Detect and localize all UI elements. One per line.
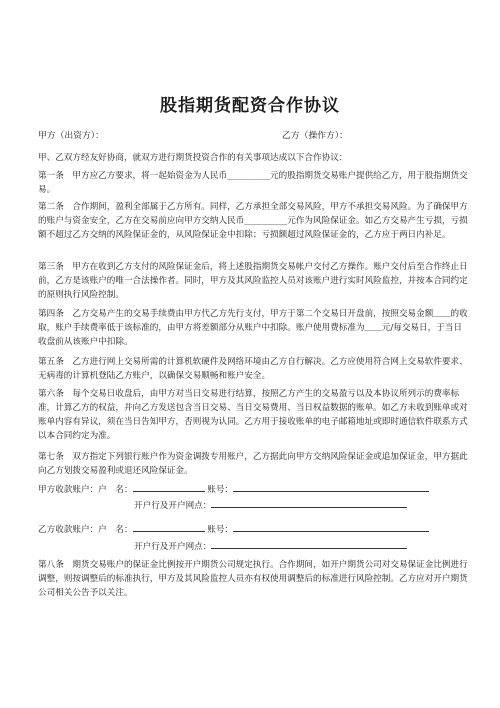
party-a-account-row <box>38 481 429 495</box>
clause-7: 第七条 双方指定下列银行账户作为资金调拨专用账户，乙方据此向甲方交纳风险保证金或追加保证金，甲方据此向乙方划拨交易盈利或退还风险保证金。 <box>38 452 468 476</box>
bank-label: 开户行及开户网点： <box>134 501 212 511</box>
clause-8: 第八条 期货交易账户的保证金比例按开户期货公司规定执行。合作期间，如开户期货公司对交易保证金比例进行调整，则按调整后的标准执行，甲方及其风险监控人员亦有权使用调整后的标准进行风险控制。乙方应对开户期货公司相关公告予以关注。 <box>38 560 468 598</box>
party-b-account-row <box>38 521 429 535</box>
party-a-bank-row <box>134 497 407 511</box>
account-name-label: 户 名： <box>98 485 133 495</box>
party-a-bank-line <box>211 497 407 508</box>
account-name-label: 户 名： <box>98 525 133 535</box>
party-b-bank-row <box>134 538 407 552</box>
party-a-label: 甲方（出资方）： <box>38 131 104 141</box>
party-b-number-line <box>233 521 429 532</box>
account-number-label: 账号： <box>207 525 234 535</box>
account-number-label: 账号： <box>207 485 234 495</box>
party-b-account-label: 乙方收款账户： <box>38 525 99 535</box>
clause-3: 第三条 甲方在收到乙方支付的风险保证金后，将上述股指期货交易帐户交付乙方操作。账户交付后至合作终止日前，乙方是该账户的唯一合法操作者。同时，甲方及其风险监控人员对该账户进行实时风险监控，并按本合同约定的原则执行风险控制。 <box>38 262 468 300</box>
party-b-label: 乙方（操作方）： <box>282 131 348 141</box>
party-b-bank-line <box>211 538 407 549</box>
document-title: 股指期货配资合作协议 <box>160 96 340 116</box>
party-a-name-line <box>133 481 205 492</box>
bank-label: 开户行及开户网点： <box>134 542 212 552</box>
intro-paragraph: 甲、乙双方经友好协商，就双方进行期货投资合作的有关事项达成以下合作协议： <box>38 153 348 163</box>
clause-6: 第六条 每个交易日收盘后，由甲方对当日交易进行结算，按照乙方产生的交易盈亏以及本协议所列示的费率标准，计算乙方的权益，并向乙方发送包含当日交易、当日交易费用、当日权益数据的账单。如乙方未收到账单或对账单内容有异议，须在当日告知甲方，否则视为认同。乙方用于接收账单的电子邮箱地址或即时通信软件联系方式以本合同约定为准。 <box>38 389 468 441</box>
party-b-name-line <box>133 521 205 532</box>
clause-1: 第一条 甲方应乙方要求，将一起始资金为人民币__________元的股指期货交易账户提供给乙方，用于股指期货交易。 <box>38 171 468 195</box>
party-a-number-line <box>233 481 429 492</box>
clause-2: 第二条 合作期间，盈利全部属于乙方所有。同样，乙方承担全部交易风险，甲方不承担交易风险。为了确保甲方的账户与资金安全，乙方在交易前应向甲方交纳人民币__________元作为风险保证金。如乙方交易产生亏损，亏损额不超过乙方交纳的风险保证金的，从风险保证金中扣除；亏损额超过风险保证金的，乙方应于两日内补足。 <box>38 202 468 240</box>
clause-5: 第五条 乙方进行网上交易所需的计算机软硬件及网络环境由乙方自行解决。乙方应使用符合网上交易软件要求、无病毒的计算机登陆乙方账户，以确保交易顺畅和账户安全。 <box>38 357 468 381</box>
party-a-account-label: 甲方收款账户： <box>38 485 99 495</box>
clause-4: 第四条 乙方交易产生的交易手续费由甲方代乙方先行支付，甲方于第二个交易日开盘前，按照交易金额＿＿的收取，账户手续费率低于该标准的，由甲方将差额部分从账户中扣除。账户使用费标准为＿＿元/每交易日，于当日收盘前从该账户中扣除。 <box>38 309 468 347</box>
